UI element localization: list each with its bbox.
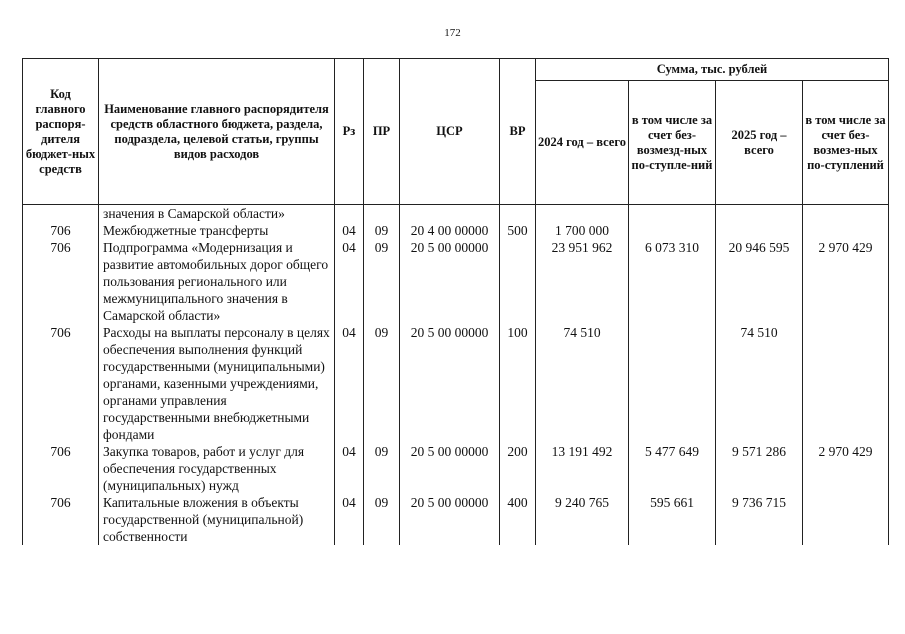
row-free-2024: [629, 324, 716, 443]
row-rz: 04: [335, 222, 364, 239]
row-vr: 200: [500, 443, 536, 494]
row-rz: 04: [335, 443, 364, 494]
header-vr: ВР: [500, 59, 536, 205]
row-sum-2025: 20 946 595: [716, 239, 803, 324]
header-2025-free: в том числе за счет без-возмез-ных по-ступлений: [803, 81, 889, 205]
row-code: 706: [23, 324, 99, 443]
header-2025-total: 2025 год – всего: [716, 81, 803, 205]
row-pr: 09: [364, 324, 400, 443]
header-pr: ПР: [364, 59, 400, 205]
row-vr: [500, 239, 536, 324]
header-2024-total: 2024 год – всего: [536, 81, 629, 205]
row-pr: 09: [364, 222, 400, 239]
row-name: Закупка товаров, работ и услуг для обеспечения государственных (муниципальных) нужд: [99, 443, 335, 494]
row-sum-2024: 9 240 765: [536, 494, 629, 545]
row-free-2024: [629, 222, 716, 239]
row-rz: 04: [335, 239, 364, 324]
header-rz: Рз: [335, 59, 364, 205]
header-code: Код главного распоря-дителя бюджет-ных средств: [23, 59, 99, 205]
row-name: Расходы на выплаты персоналу в целях обеспечения выполнения функций государственными (муниципальными) органами, казенными учреждениями, органами управления государственными внебюджетными фондами: [99, 324, 335, 443]
table-row: [23, 324, 889, 443]
row-name: Подпрограмма «Модернизация и развитие автомобильных дорог общего пользования регионального или межмуниципального значения в Самарской области»: [99, 239, 335, 324]
row-vr: 400: [500, 494, 536, 545]
row-csr: 20 5 00 00000: [400, 324, 500, 443]
row-csr: 20 5 00 00000: [400, 239, 500, 324]
row-pr: 09: [364, 239, 400, 324]
row-rz: 04: [335, 324, 364, 443]
row-csr: 20 4 00 00000: [400, 222, 500, 239]
row-free-2024: 5 477 649: [629, 443, 716, 494]
row-sum-2025: [716, 222, 803, 239]
continuation-text: значения в Самарской области»: [99, 205, 335, 223]
header-2024-free: в том числе за счет без-возмезд-ных по-ступле-ний: [629, 81, 716, 205]
row-code: 706: [23, 494, 99, 545]
row-vr: 100: [500, 324, 536, 443]
row-csr: 20 5 00 00000: [400, 494, 500, 545]
budget-table: [22, 58, 889, 545]
row-name: Межбюджетные трансферты: [99, 222, 335, 239]
row-sum-2024: 1 700 000: [536, 222, 629, 239]
row-sum-2025: 9 736 715: [716, 494, 803, 545]
row-code: 706: [23, 443, 99, 494]
table-row: [23, 494, 889, 545]
row-sum-2024: 23 951 962: [536, 239, 629, 324]
row-free-2025: 2 970 429: [803, 443, 889, 494]
row-csr: 20 5 00 00000: [400, 443, 500, 494]
table-row: [23, 222, 889, 239]
cont-code: [23, 205, 99, 223]
table-row: [23, 443, 889, 494]
row-code: 706: [23, 222, 99, 239]
header-csr: ЦСР: [400, 59, 500, 205]
page-number: 172: [444, 27, 461, 39]
header-sum: Сумма, тыс. рублей: [536, 59, 889, 81]
header-name: Наименование главного распорядителя средств областного бюджета, раздела, подраздела, целевой статьи, группы видов расходов: [99, 59, 335, 205]
row-vr: 500: [500, 222, 536, 239]
row-free-2024: 595 661: [629, 494, 716, 545]
row-pr: 09: [364, 443, 400, 494]
row-sum-2024: 13 191 492: [536, 443, 629, 494]
row-free-2025: [803, 222, 889, 239]
row-free-2024: 6 073 310: [629, 239, 716, 324]
row-name: Капитальные вложения в объекты государственной (муниципальной) собственности: [99, 494, 335, 545]
row-sum-2024: 74 510: [536, 324, 629, 443]
table-row: [23, 239, 889, 324]
row-free-2025: [803, 324, 889, 443]
row-free-2025: [803, 494, 889, 545]
row-rz: 04: [335, 494, 364, 545]
row-free-2025: 2 970 429: [803, 239, 889, 324]
row-pr: 09: [364, 494, 400, 545]
row-code: 706: [23, 239, 99, 324]
row-sum-2025: 9 571 286: [716, 443, 803, 494]
row-sum-2025: 74 510: [716, 324, 803, 443]
